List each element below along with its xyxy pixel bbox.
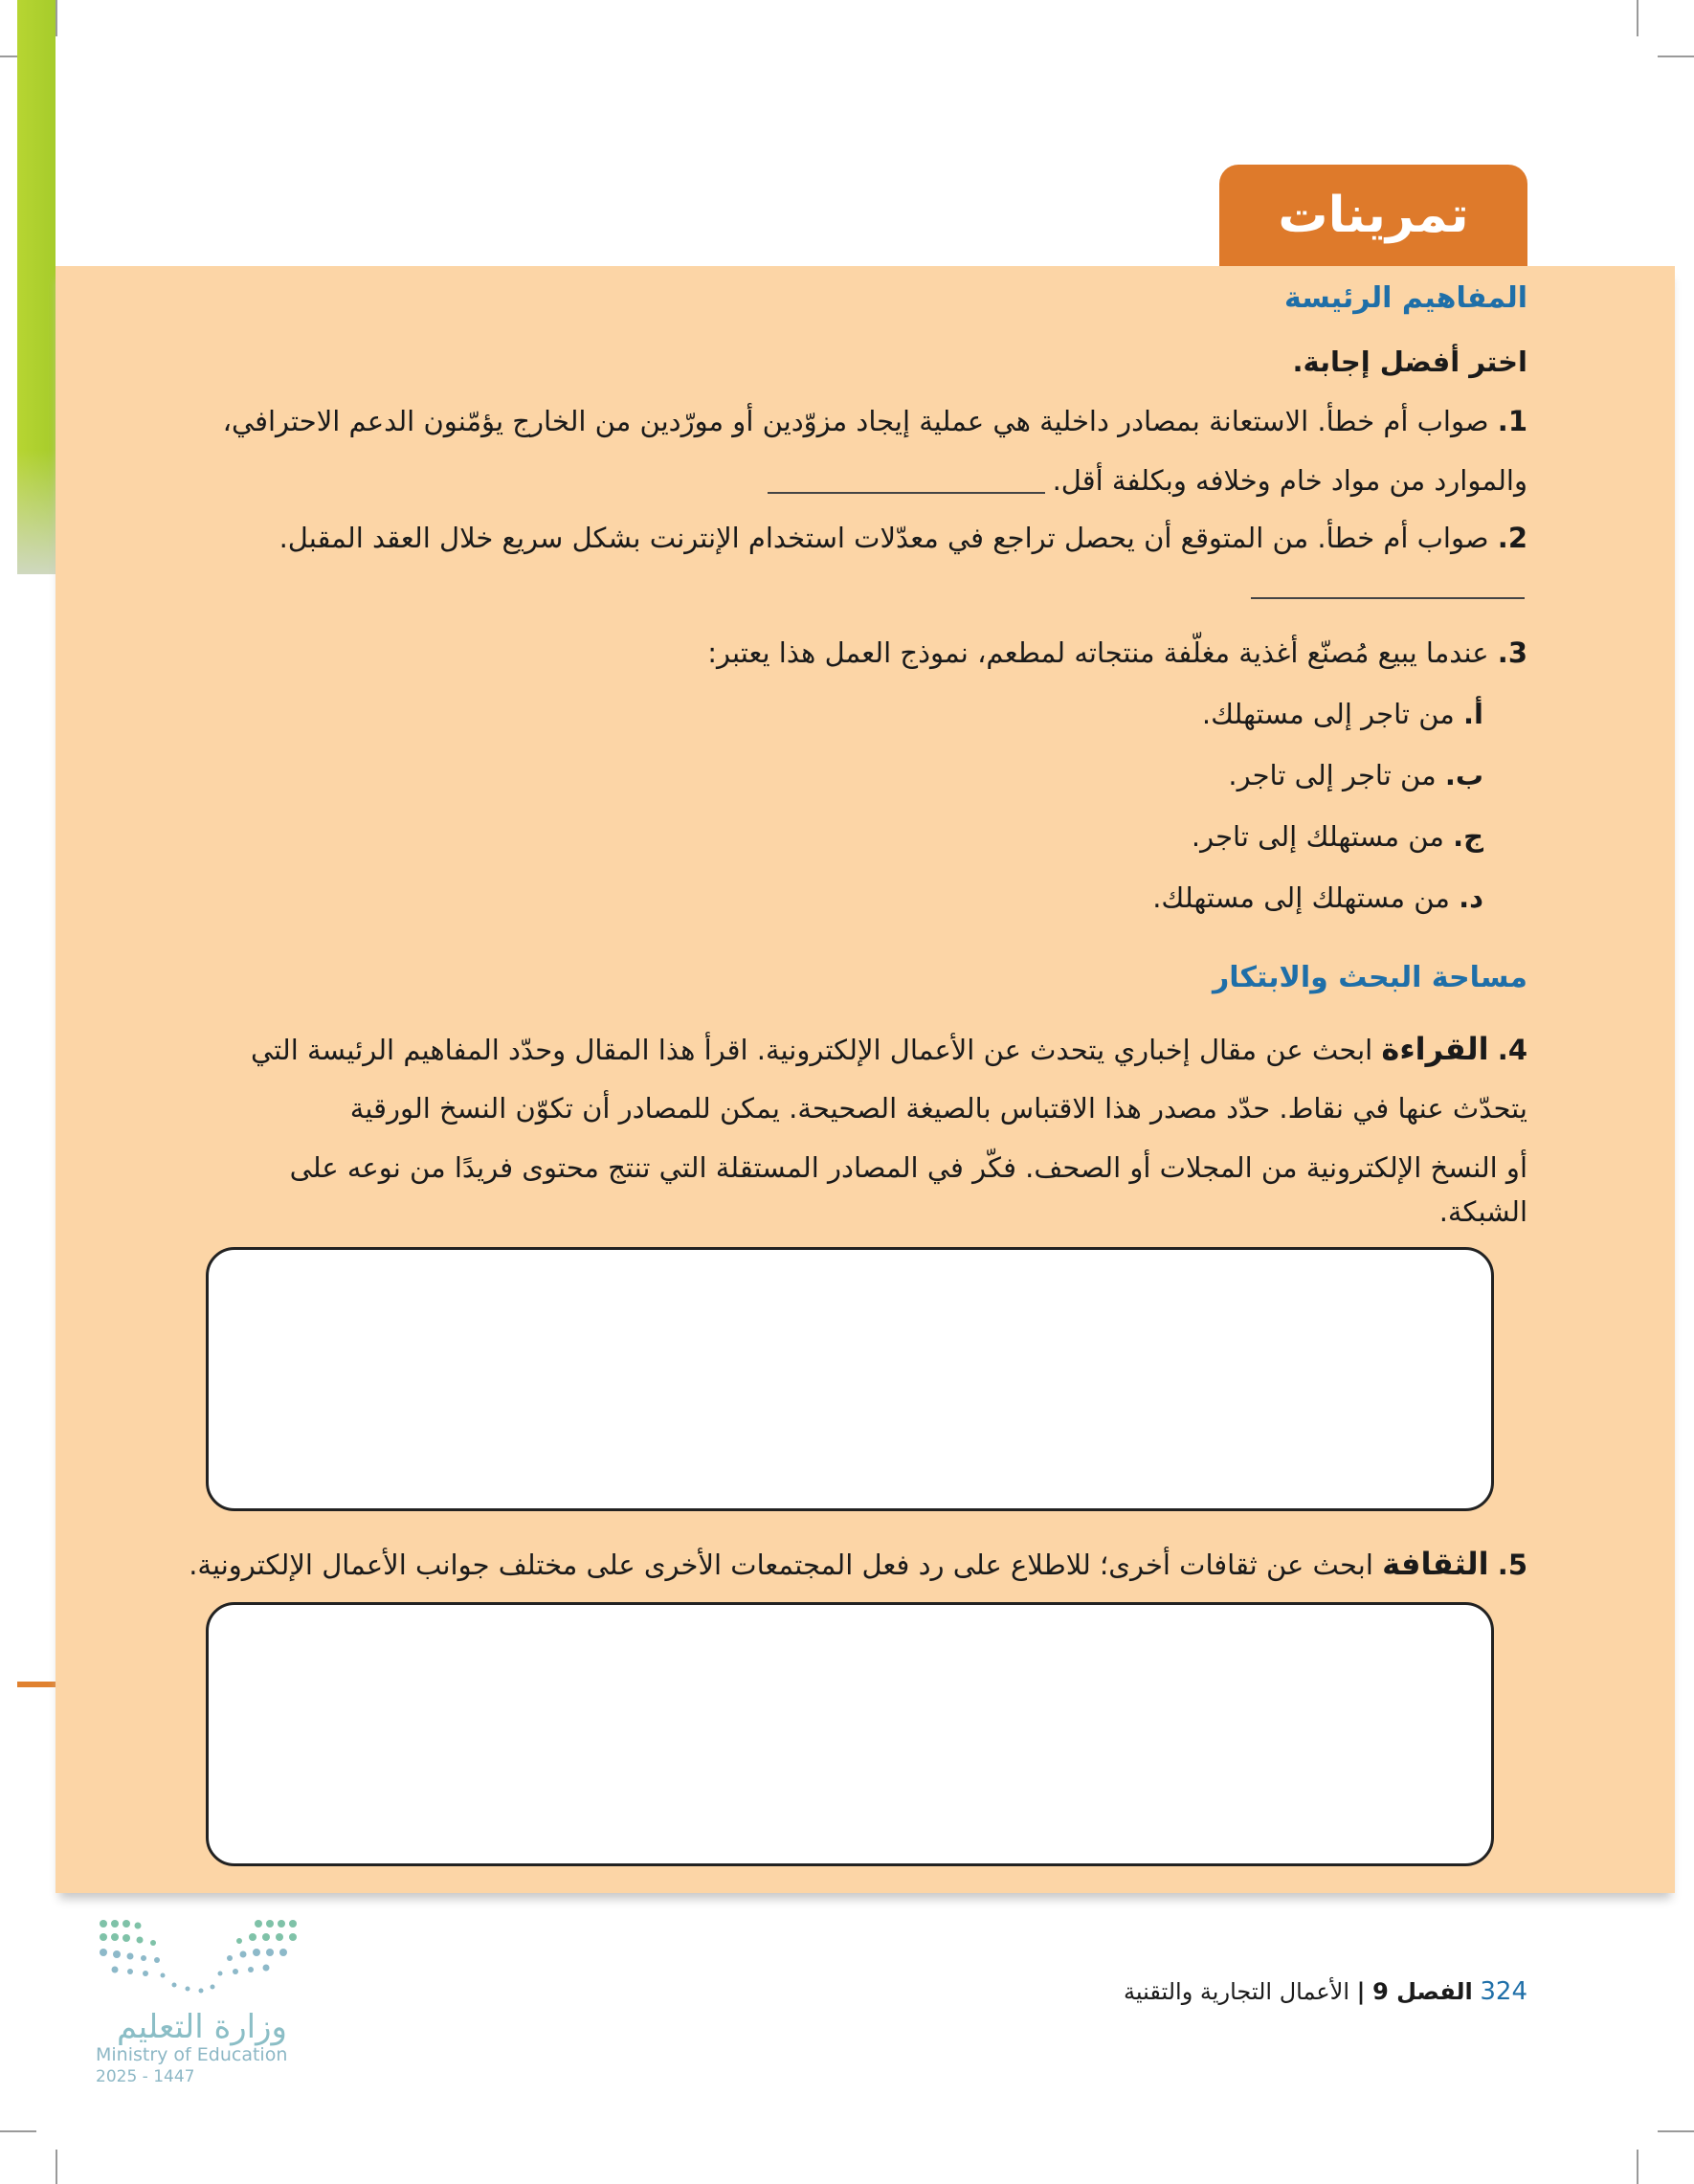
page-number: 324 [1480,1977,1527,2006]
chapter-label: الفصل 9 [1372,1978,1473,2005]
ministry-name-english: Ministry of Education [96,2044,288,2065]
option-letter: د. [1459,881,1483,914]
question-1-line-2 [73,461,1527,500]
exercises-tab-title: تمرينات [1219,165,1527,266]
crop-mark [0,2130,36,2132]
question-text: صواب أم خطأ. من المتوقع أن يحصل تراجع في معدّلات استخدام الإنترنت بشكل سريع خلال العقد المقبل. [279,522,1489,554]
question-keyword: القراءة [1381,1031,1489,1067]
page-footer [1124,1977,1527,2006]
question-text: ابحث عن مقال إخباري يتحدث عن الأعمال الإلكترونية. اقرأ هذا المقال وحدّد المفاهيم الرئيسة التي [250,1034,1373,1066]
question-number: 5. [1497,1549,1527,1581]
question-text: والموارد من مواد خام وخلافه وبكلفة أقل. [1052,464,1527,497]
answer-box-reading[interactable] [206,1247,1494,1511]
crop-mark [1637,2150,1638,2184]
question-number: 3. [1497,636,1527,669]
option-a[interactable] [1202,695,1483,733]
answer-blank[interactable] [1251,597,1525,599]
question-3 [73,634,1527,672]
question-text: ابحث عن ثقافات أخرى؛ للاطلاع على رد فعل المجتمعات الأخرى على مختلف جوانب الأعمال الإلكترونية. [189,1549,1373,1581]
option-letter: ب. [1444,759,1483,791]
section-heading-research: مساحة البحث والابتكار [1212,961,1527,994]
question-4 [73,1030,1527,1069]
option-letter: ج. [1453,820,1483,853]
option-text: من تاجر إلى مستهلك. [1201,698,1455,730]
question-number: 2. [1497,522,1527,554]
instruction-text: اختر أفضل إجابة. [1292,345,1527,378]
margin-marker [17,1682,56,1687]
footer-separator: | [1356,1978,1366,2005]
crop-mark [1658,2130,1694,2132]
question-4-line-3: أو النسخ الإلكترونية من المجلات أو الصحف. فكّر في المصادر المستقلة التي تنتج محتوى فريدًا من نوعه على [289,1151,1527,1184]
crop-mark [1658,56,1694,57]
ministry-logo-icon [96,1916,308,2002]
section-heading-key-concepts: المفاهيم الرئيسة [1284,281,1527,315]
option-d[interactable] [1152,879,1483,917]
option-c[interactable] [1192,817,1483,856]
question-2 [73,519,1527,557]
answer-blank[interactable] [768,471,1045,494]
option-text: من مستهلك إلى تاجر. [1191,820,1444,853]
question-4-line-2: يتحدّث عنها في نقاط. حدّد مصدر هذا الاقتباس بالصيغة الصحيحة. يمكن للمصادر أن تكوّن النسخ الورقية [349,1092,1527,1125]
question-1 [73,402,1527,440]
ministry-year: 2025 - 1447 [96,2067,195,2086]
question-4-line-4: الشبكة. [1438,1195,1527,1228]
option-text: من تاجر إلى تاجر. [1228,759,1437,791]
crop-mark [56,2150,57,2184]
answer-box-culture[interactable] [206,1602,1494,1866]
question-5 [73,1545,1527,1584]
chapter-bar-shadow [17,450,56,574]
question-number: 4. [1497,1034,1527,1066]
ministry-name-arabic: وزارة التعليم [117,2008,287,2046]
question-number: 1. [1497,405,1527,437]
option-letter: أ. [1463,698,1483,730]
question-keyword: الثقافة [1382,1546,1489,1582]
option-text: من مستهلك إلى مستهلك. [1152,881,1450,914]
question-text: صواب أم خطأ. الاستعانة بمصادر داخلية هي عملية إيجاد مزوّدين أو مورّدين من الخارج يؤمّنون الدعم الاحترافي، [222,405,1489,437]
question-text: عندما يبيع مُصنّع أغذية مغلّفة منتجاته لمطعم، نموذج العمل هذا يعتبر: [707,636,1489,669]
crop-mark [56,0,57,36]
chapter-title: الأعمال التجارية والتقنية [1124,1978,1350,2005]
crop-mark [1637,0,1638,36]
option-b[interactable] [1228,756,1483,794]
